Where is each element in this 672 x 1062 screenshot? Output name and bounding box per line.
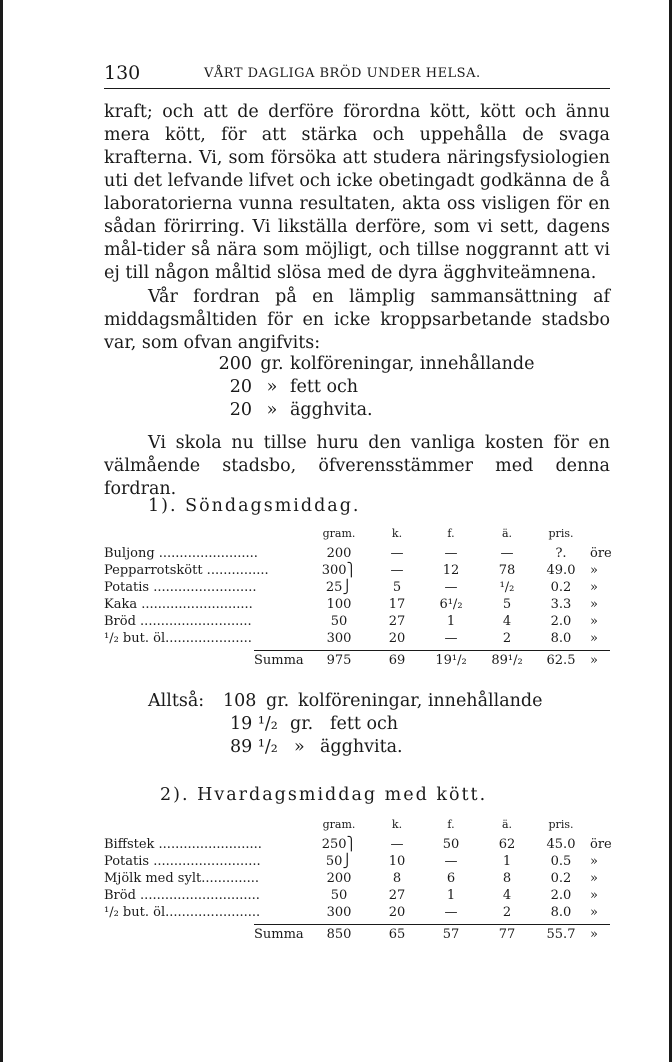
cell-pris: 2.0 — [550, 888, 572, 903]
cell-gram: 200 — [326, 871, 352, 886]
item-name: Buljong ........................ — [104, 546, 258, 561]
colhead-pris: pris. — [548, 818, 574, 831]
cell-unit: » — [590, 563, 598, 578]
cell-unit: öre — [590, 837, 612, 852]
meal-table-2 — [104, 818, 610, 953]
summa-row — [104, 653, 610, 670]
summary-num: 19 ¹/₂ — [230, 714, 278, 734]
cell-pris: 0.2 — [550, 871, 572, 886]
item-name: Pepparrotskött ............... — [104, 563, 269, 578]
page-edge-left — [0, 0, 3, 1062]
cell-k: 20 — [388, 905, 406, 920]
cell-unit: » — [590, 905, 598, 920]
page-number: 130 — [104, 62, 141, 84]
body-paragraph-2 — [104, 286, 610, 355]
summary-num: 108 — [223, 691, 257, 711]
cell-pris: 8.0 — [550, 905, 572, 920]
cell-f: 12 — [442, 563, 460, 578]
cell-a: 62 — [498, 837, 516, 852]
cell-a: ¹/₂ — [499, 580, 515, 595]
cell-pris: 2.0 — [550, 614, 572, 629]
item-name: Potatis ......................... — [104, 580, 257, 595]
summa-row — [104, 927, 610, 944]
paragraph: Vi skola nu tillse huru den vanliga kosten för en välmående stadsbo, öfverensstämmer med denna fordran. — [104, 433, 610, 499]
summa-pris: 62.5 — [546, 653, 576, 668]
cell-gram: 50 — [330, 614, 348, 629]
summa-rule — [254, 924, 610, 925]
cell-pris: 0.2 — [550, 580, 572, 595]
paragraph: Vår fordran på en lämplig sammansättning af middagsmåltiden för en icke kroppsarbetande stadsbo var, som ofvan angifvits: — [104, 287, 610, 353]
summa-unit: » — [590, 927, 598, 942]
item-name: Biffstek ......................... — [104, 837, 262, 852]
cell-pris: 8.0 — [550, 631, 572, 646]
cell-a: 78 — [498, 563, 516, 578]
cell-gram: 250⎫ — [321, 837, 357, 852]
cell-f: — — [444, 854, 458, 869]
summary-text: ägghvita. — [320, 737, 403, 757]
summary-unit: gr. — [266, 691, 290, 711]
cell-a: 4 — [502, 614, 512, 629]
cell-k: 27 — [388, 888, 406, 903]
cell-pris: 3.3 — [550, 597, 572, 612]
cell-k: — — [390, 546, 404, 561]
cell-gram: 300 — [326, 631, 352, 646]
section-title-1: 1). Söndagsmiddag. — [148, 496, 361, 516]
requirement-line: 20 » ägghvita. — [229, 400, 373, 420]
summa-k: 65 — [388, 927, 406, 942]
table-row — [104, 837, 610, 854]
colhead-a: ä. — [501, 527, 513, 540]
cell-gram: 50 — [330, 888, 348, 903]
cell-a: 1 — [502, 854, 512, 869]
colhead-k: k. — [391, 527, 403, 540]
table-row — [104, 631, 610, 648]
item-name: ¹/₂ but. öl..................... — [104, 631, 252, 646]
summary-num: 89 ¹/₂ — [230, 737, 278, 757]
item-name: Kaka ........................... — [104, 597, 253, 612]
summa-k: 69 — [388, 653, 406, 668]
cell-unit: » — [590, 597, 598, 612]
table-row — [104, 854, 610, 871]
cell-a: — — [500, 546, 514, 561]
cell-k: 10 — [388, 854, 406, 869]
cell-a: 8 — [502, 871, 512, 886]
summa-gram: 850 — [326, 927, 352, 942]
table-row — [104, 871, 610, 888]
requirement-line: 20 » fett och — [229, 377, 359, 397]
colhead-f: f. — [447, 527, 455, 540]
colhead-k: k. — [391, 818, 403, 831]
cell-f: 6¹/₂ — [439, 597, 463, 612]
cell-unit: » — [590, 631, 598, 646]
cell-gram: 200 — [326, 546, 352, 561]
cell-pris: 49.0 — [546, 563, 576, 578]
cell-pris: ?. — [555, 546, 567, 561]
summa-rule — [254, 650, 610, 651]
cell-f: — — [444, 631, 458, 646]
item-name: ¹/₂ but. öl....................... — [104, 905, 261, 920]
cell-k: — — [390, 837, 404, 852]
colhead-gram: gram. — [322, 527, 356, 540]
colhead-a: ä. — [501, 818, 513, 831]
cell-k: — — [390, 563, 404, 578]
header-rule — [104, 88, 610, 89]
summa-f: 19¹/₂ — [435, 653, 467, 668]
page-header — [104, 62, 610, 88]
summa-a: 89¹/₂ — [491, 653, 523, 668]
running-head: VÅRT DAGLIGA BRÖD UNDER HELSA. — [204, 66, 481, 81]
requirement-list — [210, 353, 534, 422]
table-row — [104, 597, 610, 614]
cell-gram: 300⎫ — [321, 563, 357, 578]
summa-a: 77 — [498, 927, 516, 942]
cell-f: 1 — [446, 888, 456, 903]
cell-f: — — [444, 905, 458, 920]
body-paragraph-3 — [104, 432, 610, 501]
cell-a: 2 — [502, 631, 512, 646]
summa-gram: 975 — [326, 653, 352, 668]
cell-f: 6 — [446, 871, 456, 886]
cell-pris: 0.5 — [550, 854, 572, 869]
item-name: Bröd ........................... — [104, 614, 252, 629]
table-row — [104, 580, 610, 597]
colhead-gram: gram. — [322, 818, 356, 831]
cell-unit: » — [590, 888, 598, 903]
cell-unit: » — [590, 854, 598, 869]
item-name: Bröd ............................. — [104, 888, 260, 903]
colhead-pris: pris. — [548, 527, 574, 540]
summa-unit: » — [590, 653, 598, 668]
cell-f: 50 — [442, 837, 460, 852]
cell-gram: 25⎭ — [325, 580, 353, 595]
cell-gram: 100 — [326, 597, 352, 612]
table-row — [104, 905, 610, 922]
cell-a: 2 — [502, 905, 512, 920]
item-name: Mjölk med sylt.............. — [104, 871, 260, 886]
cell-unit: » — [590, 580, 598, 595]
cell-unit: öre — [590, 546, 612, 561]
cell-unit: » — [590, 614, 598, 629]
summa-label: Summa — [254, 927, 304, 942]
cell-k: 5 — [392, 580, 402, 595]
cell-unit: » — [590, 871, 598, 886]
summary-text: kolföreningar, innehållande — [298, 691, 543, 711]
cell-f: — — [444, 546, 458, 561]
summa-label: Summa — [254, 653, 304, 668]
summary-block-1 — [148, 690, 608, 762]
cell-a: 5 — [502, 597, 512, 612]
cell-gram: 300 — [326, 905, 352, 920]
item-name: Potatis .......................... — [104, 854, 261, 869]
summa-pris: 55.7 — [546, 927, 576, 942]
cell-k: 27 — [388, 614, 406, 629]
cell-k: 17 — [388, 597, 406, 612]
summary-unit: gr. — [290, 714, 314, 734]
cell-k: 20 — [388, 631, 406, 646]
summary-unit: » — [294, 737, 305, 757]
body-paragraph-1 — [104, 101, 610, 285]
colhead-f: f. — [447, 818, 455, 831]
meal-table-1 — [104, 527, 610, 677]
table-row — [104, 563, 610, 580]
table-row — [104, 888, 610, 905]
summary-text: fett och — [330, 714, 399, 734]
summa-f: 57 — [442, 927, 460, 942]
section-title-2: 2). Hvardagsmiddag med kött. — [160, 785, 488, 805]
table-row — [104, 546, 610, 563]
requirement-line: 200 gr. kolföreningar, innehållande — [218, 354, 535, 374]
cell-gram: 50⎭ — [325, 854, 353, 869]
cell-f: 1 — [446, 614, 456, 629]
cell-pris: 45.0 — [546, 837, 576, 852]
cell-a: 4 — [502, 888, 512, 903]
paragraph: kraft; och att de derföre förordna kött, kött och ännu mera kött, för att stärka och uppehålla de svaga krafterna. Vi, som försöka att studera näringsfysiologien uti det lefvande lifvet och icke obetingadt godkänna de å laboratorierna vunna resultaten, akta oss visligen för en sådan förirring. Vi likställa derföre, som vi sett, dagens mål-tider så nära som möjligt, och tillse noggrannt att vi ej till någon måltid slösa med de dyra ägghviteämnena. — [104, 102, 610, 283]
cell-k: 8 — [392, 871, 402, 886]
cell-f: — — [444, 580, 458, 595]
table-row — [104, 614, 610, 631]
summary-lead: Alltså: — [148, 691, 205, 711]
